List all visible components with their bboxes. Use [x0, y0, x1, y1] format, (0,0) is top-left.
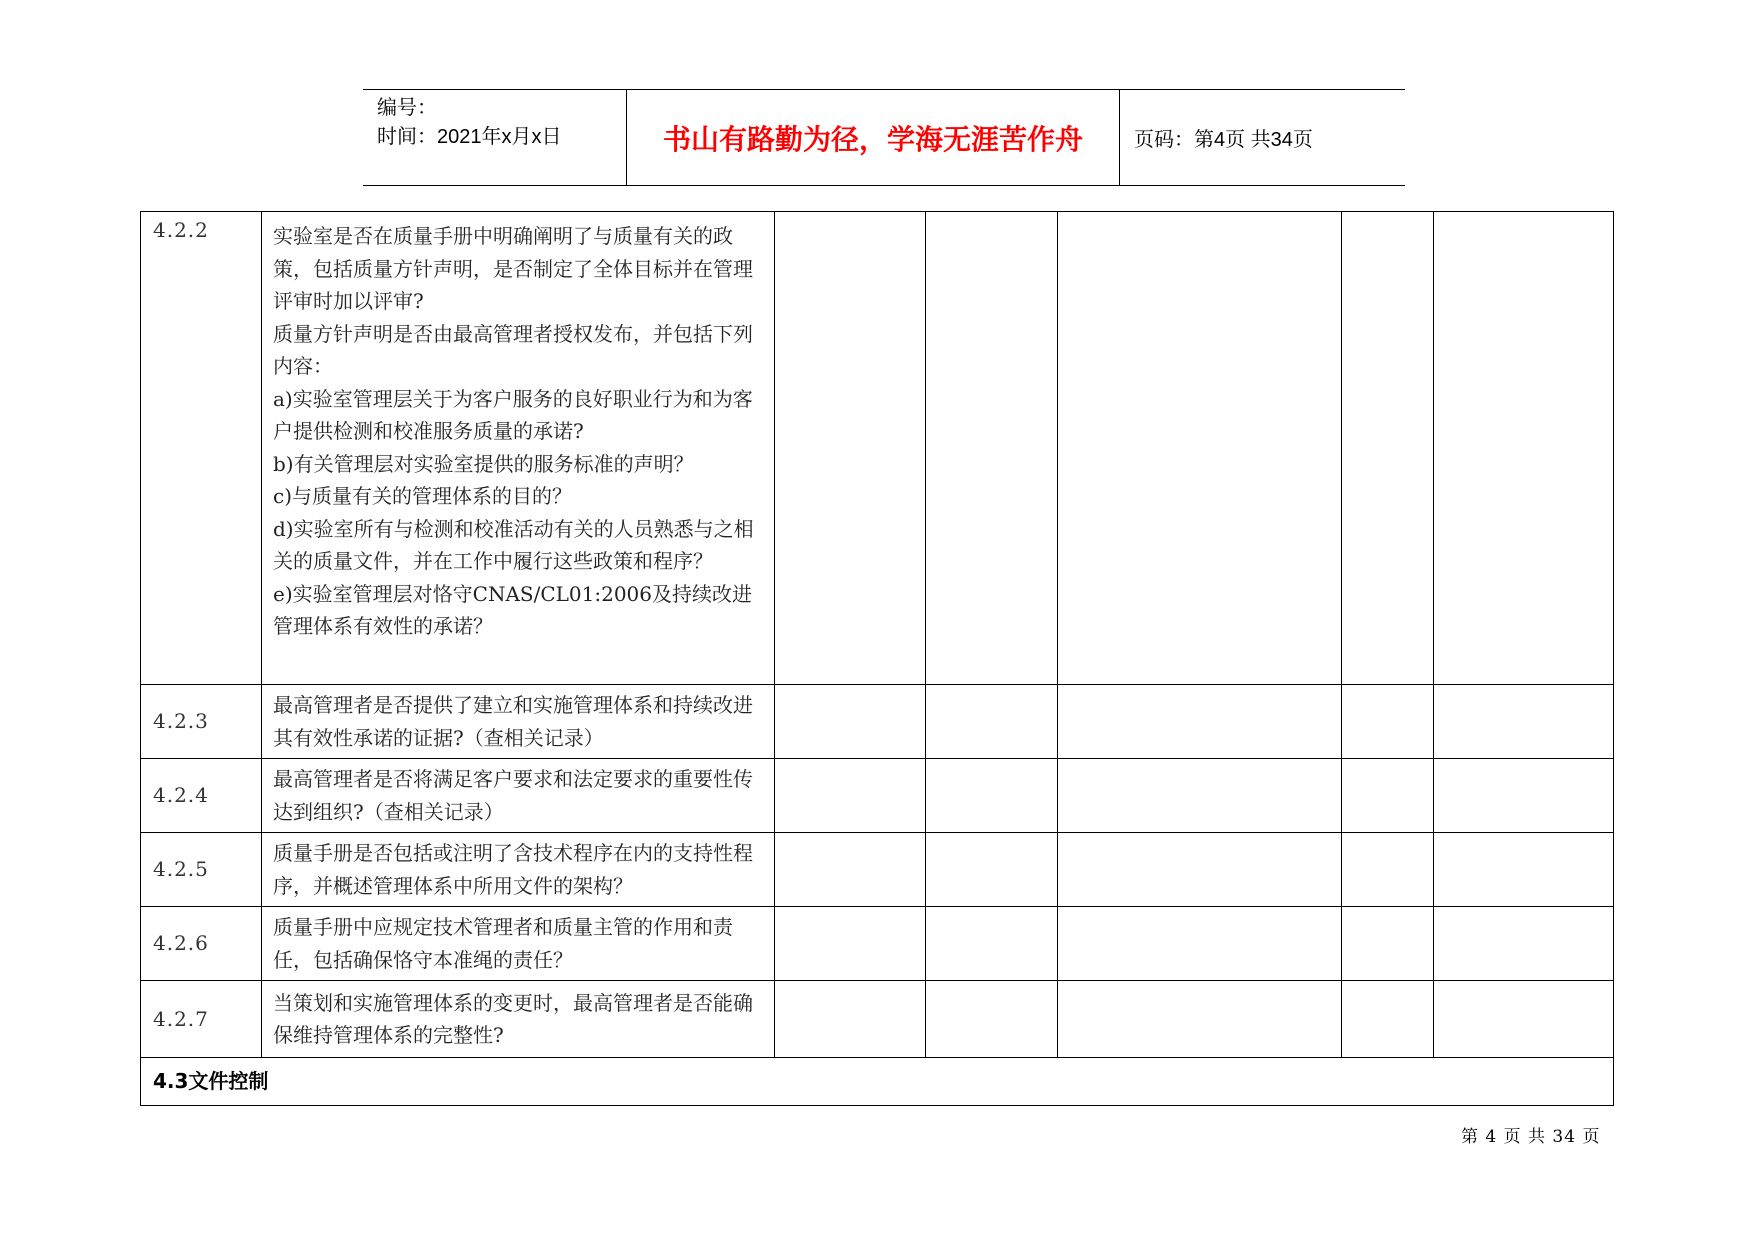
empty-cell[interactable] — [775, 685, 926, 759]
section-row — [141, 1058, 1614, 1106]
checklist-table — [140, 211, 1614, 1106]
table-row — [141, 907, 1614, 981]
table-row — [141, 685, 1614, 759]
clause-text: 最高管理者是否将满足客户要求和法定要求的重要性传达到组织?（查相关记录） — [262, 759, 775, 833]
empty-cell[interactable] — [1342, 981, 1434, 1058]
clause-number: 4.2.6 — [141, 907, 262, 981]
code-label: 编号： — [377, 97, 437, 119]
header-motto: 书山有路勤为径，学海无涯苦作舟 — [627, 90, 1120, 185]
empty-cell[interactable] — [1342, 212, 1434, 685]
clause-number: 4.2.2 — [141, 212, 262, 685]
empty-cell[interactable] — [926, 981, 1058, 1058]
empty-cell[interactable] — [775, 907, 926, 981]
empty-cell[interactable] — [926, 833, 1058, 907]
clause-line: c)与质量有关的管理体系的目的？ — [273, 484, 573, 508]
empty-cell[interactable] — [775, 833, 926, 907]
empty-cell[interactable] — [1342, 907, 1434, 981]
header-meta — [363, 90, 627, 185]
clause-line: a)实验室管理层关于为客户服务的良好职业行为和为客户提供检测和校准服务质量的承诺? — [273, 386, 753, 443]
clause-text: 质量手册是否包括或注明了含技术程序在内的支持性程序，并概述管理体系中所用文件的架构？ — [262, 833, 775, 907]
empty-cell[interactable] — [775, 212, 926, 685]
empty-cell[interactable] — [1342, 833, 1434, 907]
empty-cell[interactable] — [1342, 685, 1434, 759]
clause-line: e)实验室管理层对恪守CNAS/CL01:2006及持续改进管理体系有效性的承诺？ — [273, 581, 752, 638]
page-footer: 第 4 页 共 34 页 — [1461, 1127, 1601, 1147]
clause-text: 当策划和实施管理体系的变更时，最高管理者是否能确保维持管理体系的完整性? — [262, 981, 775, 1058]
page-header — [363, 89, 1405, 186]
empty-cell[interactable] — [1058, 833, 1342, 907]
time-label: 时间：2021年x月x日 — [377, 126, 562, 148]
empty-cell[interactable] — [926, 685, 1058, 759]
empty-cell[interactable] — [1434, 981, 1614, 1058]
clause-number: 4.2.4 — [141, 759, 262, 833]
table-row — [141, 833, 1614, 907]
clause-text — [262, 212, 775, 685]
empty-cell[interactable] — [1434, 833, 1614, 907]
empty-cell[interactable] — [775, 981, 926, 1058]
empty-cell[interactable] — [1058, 907, 1342, 981]
clause-text: 最高管理者是否提供了建立和实施管理体系和持续改进其有效性承诺的证据?（查相关记录） — [262, 685, 775, 759]
empty-cell[interactable] — [926, 212, 1058, 685]
table-row — [141, 212, 1614, 685]
clause-number: 4.2.7 — [141, 981, 262, 1058]
empty-cell[interactable] — [1342, 759, 1434, 833]
empty-cell[interactable] — [1058, 685, 1342, 759]
empty-cell[interactable] — [1058, 212, 1342, 685]
table-row — [141, 981, 1614, 1058]
clause-number: 4.2.3 — [141, 685, 262, 759]
section-heading: 4.3文件控制 — [141, 1058, 1614, 1106]
empty-cell[interactable] — [1434, 759, 1614, 833]
table-row — [141, 759, 1614, 833]
empty-cell[interactable] — [1434, 907, 1614, 981]
empty-cell[interactable] — [926, 759, 1058, 833]
empty-cell[interactable] — [1434, 212, 1614, 685]
empty-cell[interactable] — [1434, 685, 1614, 759]
empty-cell[interactable] — [1058, 981, 1342, 1058]
clause-text: 质量手册中应规定技术管理者和质量主管的作用和责任，包括确保恪守本准绳的责任？ — [262, 907, 775, 981]
clause-line: 质量方针声明是否由最高管理者授权发布，并包括下列内容： — [273, 321, 753, 378]
empty-cell[interactable] — [1058, 759, 1342, 833]
header-page-code: 页码：第4页 共34页 — [1134, 129, 1313, 151]
empty-cell[interactable] — [775, 759, 926, 833]
clause-line: 实验室是否在质量手册中明确阐明了与质量有关的政策，包括质量方针声明，是否制定了全体目标并在管理评审时加以评审? — [273, 224, 753, 313]
clause-line: b)有关管理层对实验室提供的服务标准的声明？ — [273, 451, 694, 476]
clause-line: d)实验室所有与检测和校准活动有关的人员熟悉与之相关的质量文件，并在工作中履行这些政策和程序？ — [273, 516, 754, 573]
clause-number: 4.2.5 — [141, 833, 262, 907]
empty-cell[interactable] — [926, 907, 1058, 981]
